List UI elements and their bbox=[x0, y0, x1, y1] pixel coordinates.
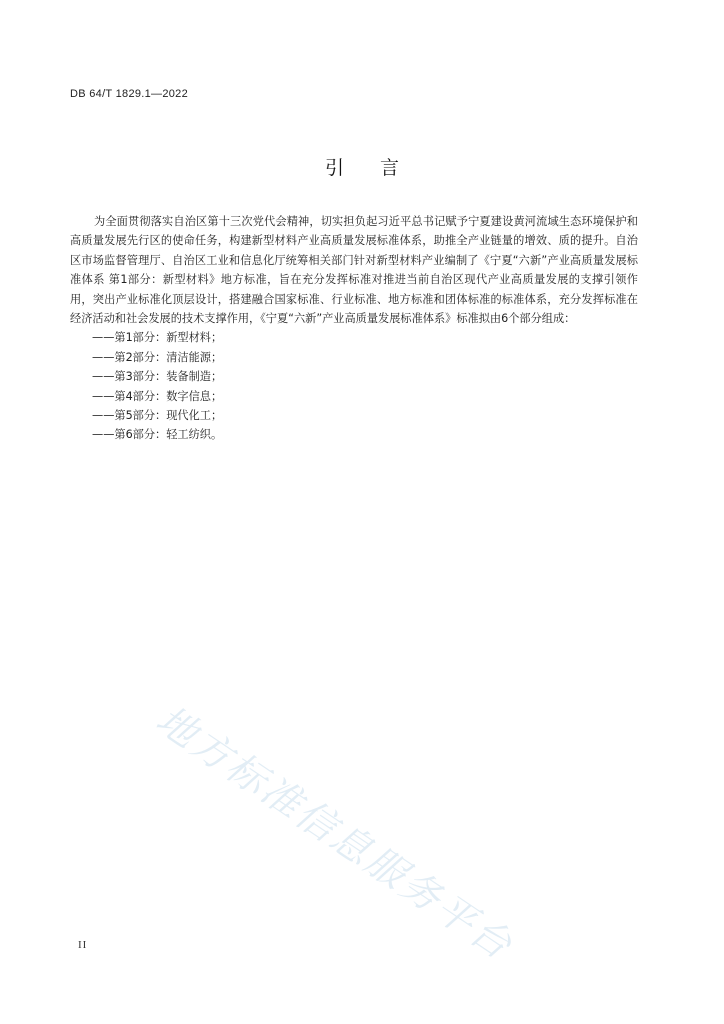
part-item-6: ——第6部分：轻工纺织。 bbox=[92, 428, 223, 442]
page-number: II bbox=[78, 939, 88, 951]
watermark: 地方标准信息服务平台 bbox=[147, 697, 522, 970]
part-item-2: ——第2部分：清洁能源； bbox=[92, 350, 223, 364]
part-item-4: ——第4部分：数字信息； bbox=[92, 389, 223, 403]
part-item-5: ——第5部分：现代化工； bbox=[92, 409, 223, 423]
part-item-3: ——第3部分：装备制造； bbox=[92, 370, 223, 384]
document-code: DB 64/T 1829.1—2022 bbox=[70, 88, 189, 100]
body-text bbox=[70, 212, 638, 445]
part-item-1: ——第1部分：新型材料； bbox=[92, 331, 223, 345]
page-title: 引言 bbox=[324, 157, 435, 179]
intro-paragraph: 为全面贯彻落实自治区第十三次党代会精神，切实担负起习近平总书记赋予宁夏建设黄河流域生态环境保护和高质量发展先行区的使命任务，构建新型材料产业高质量发展标准体系，助推全产业链量的增效、质的提升。自治区市场监督管理厅、自治区工业和信息化厅统筹相关部门针对新型材料产业编制了《宁夏“六新”产业高质量发展标准体系 第1部分：新型材料》地方标准，旨在充分发挥标准对推进当前自治区现代产业高质量发展的支撑引领作用，突出产业标准化顶层设计，搭建融合国家标准、行业标准、地方标准和团体标准的标准体系，充分发挥标准在经济活动和社会发展的技术支撑作用，《宁夏“六新”产业高质量发展标准体系》标准拟由6个部分组成： bbox=[70, 215, 638, 326]
parts-list bbox=[70, 328, 638, 444]
